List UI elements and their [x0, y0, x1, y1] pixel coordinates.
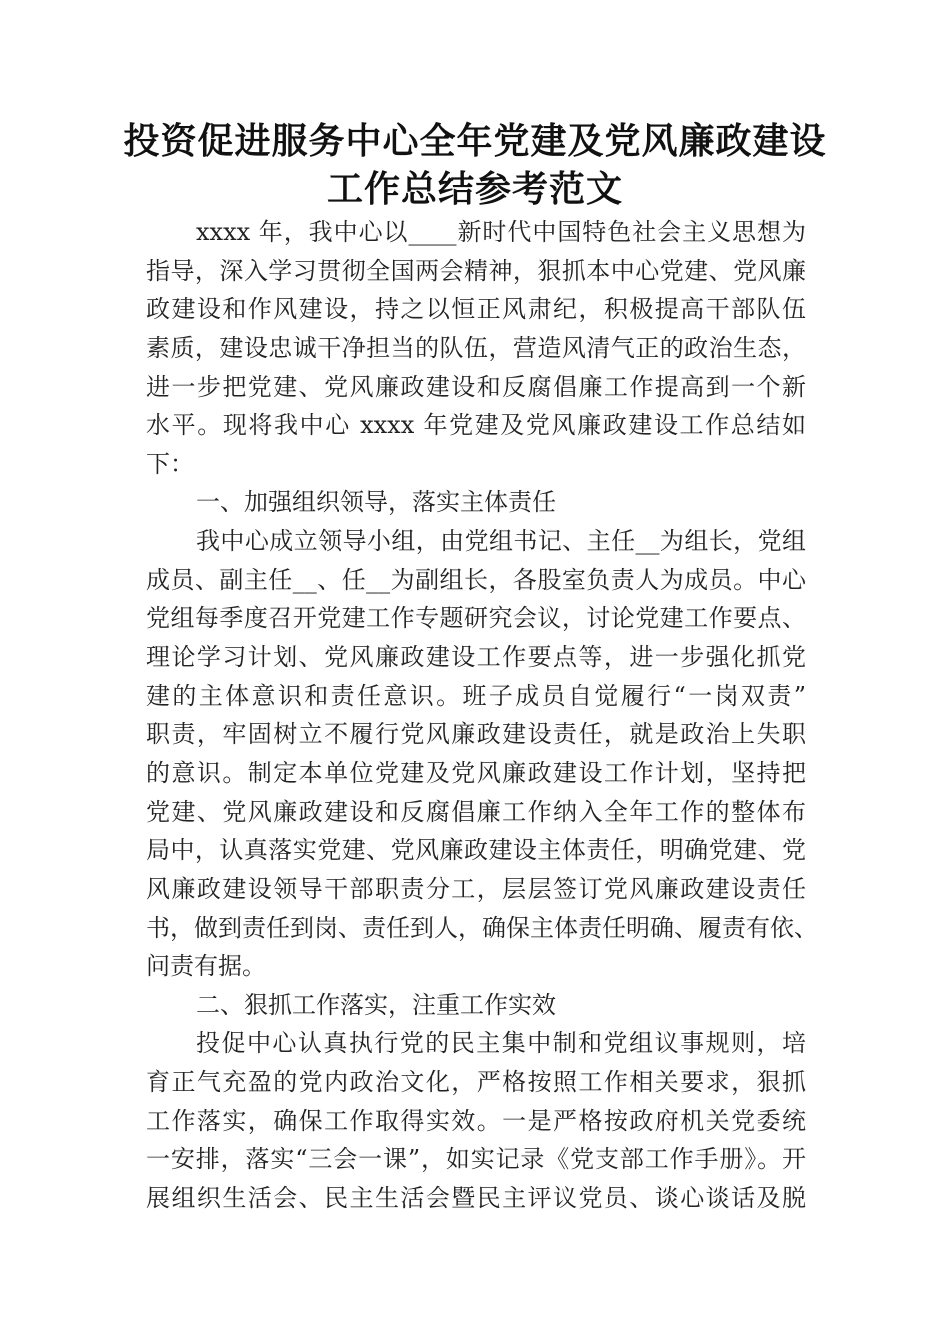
paragraph-line: 职责，牢固树立不履行党风廉政建设责任，就是政治上失职 — [146, 720, 806, 749]
paragraph-line: 问责有据。 — [146, 952, 266, 981]
paragraph-line: 政建设和作风建设，持之以恒正风肃纪，积极提高干部队伍 — [146, 295, 806, 324]
paragraph-line: 下： — [146, 449, 194, 478]
paragraph-line: 进一步把党建、党风廉政建设和反腐倡廉工作提高到一个新 — [146, 372, 806, 401]
paragraph-line: 水平。现将我中心 xxxx 年党建及党风廉政建设工作总结如 — [146, 411, 806, 440]
document-title-line-1: 投资促进服务中心全年党建及党风廉政建设 — [123, 121, 827, 162]
paragraph-line: 工作落实，确保工作取得实效。一是严格按政府机关党委统 — [146, 1106, 806, 1135]
paragraph-line: 投促中心认真执行党的民主集中制和党组议事规则，培 — [196, 1029, 806, 1058]
paragraph-line: 党建、党风廉政建设和反腐倡廉工作纳入全年工作的整体布 — [146, 797, 806, 826]
document-body — [146, 213, 818, 1218]
paragraph-line: 展组织生活会、民主生活会暨民主评议党员、谈心谈话及脱 — [146, 1184, 806, 1213]
paragraph-line: 我中心成立领导小组，由党组书记、主任__为组长，党组 — [196, 527, 806, 556]
paragraph-line: 理论学习计划、党风廉政建设工作要点等，进一步强化抓党 — [146, 643, 806, 672]
paragraph-line: 的意识。制定本单位党建及党风廉政建设工作计划，坚持把 — [146, 758, 806, 787]
paragraph-line: 素质，建设忠诚干净担当的队伍，营造风清气正的政治生态， — [146, 333, 806, 362]
paragraph-line: 育正气充盈的党内政治文化，严格按照工作相关要求，狠抓 — [146, 1068, 806, 1097]
paragraph-line: 指导，深入学习贯彻全国两会精神，狠抓本中心党建、党风廉 — [146, 256, 806, 285]
section-heading-1: 一、加强组织领导，落实主体责任 — [196, 488, 556, 517]
paragraph-line: 一安排，落实“三会一课”，如实记录《党支部工作手册》。开 — [146, 1145, 806, 1174]
section-heading-2: 二、狠抓工作落实，注重工作实效 — [196, 990, 556, 1019]
paragraph-line: 成员、副主任__、任__为副组长，各股室负责人为成员。中心 — [146, 565, 806, 594]
paragraph-line: 建的主体意识和责任意识。班子成员自觉履行“一岗双责” — [146, 681, 806, 710]
paragraph-line: 党组每季度召开党建工作专题研究会议，讨论党建工作要点、 — [146, 604, 806, 633]
document-title-line-2: 工作总结参考范文 — [326, 169, 623, 210]
paragraph-line: 风廉政建设领导干部职责分工，层层签订党风廉政建设责任 — [146, 874, 806, 903]
paragraph-line: xxxx 年，我中心以____新时代中国特色社会主义思想为 — [196, 218, 806, 246]
paragraph-line: 局中，认真落实党建、党风廉政建设主体责任，明确党建、党 — [146, 836, 806, 865]
paragraph-line: 书，做到责任到岗、责任到人，确保主体责任明确、履责有依、 — [146, 913, 818, 942]
